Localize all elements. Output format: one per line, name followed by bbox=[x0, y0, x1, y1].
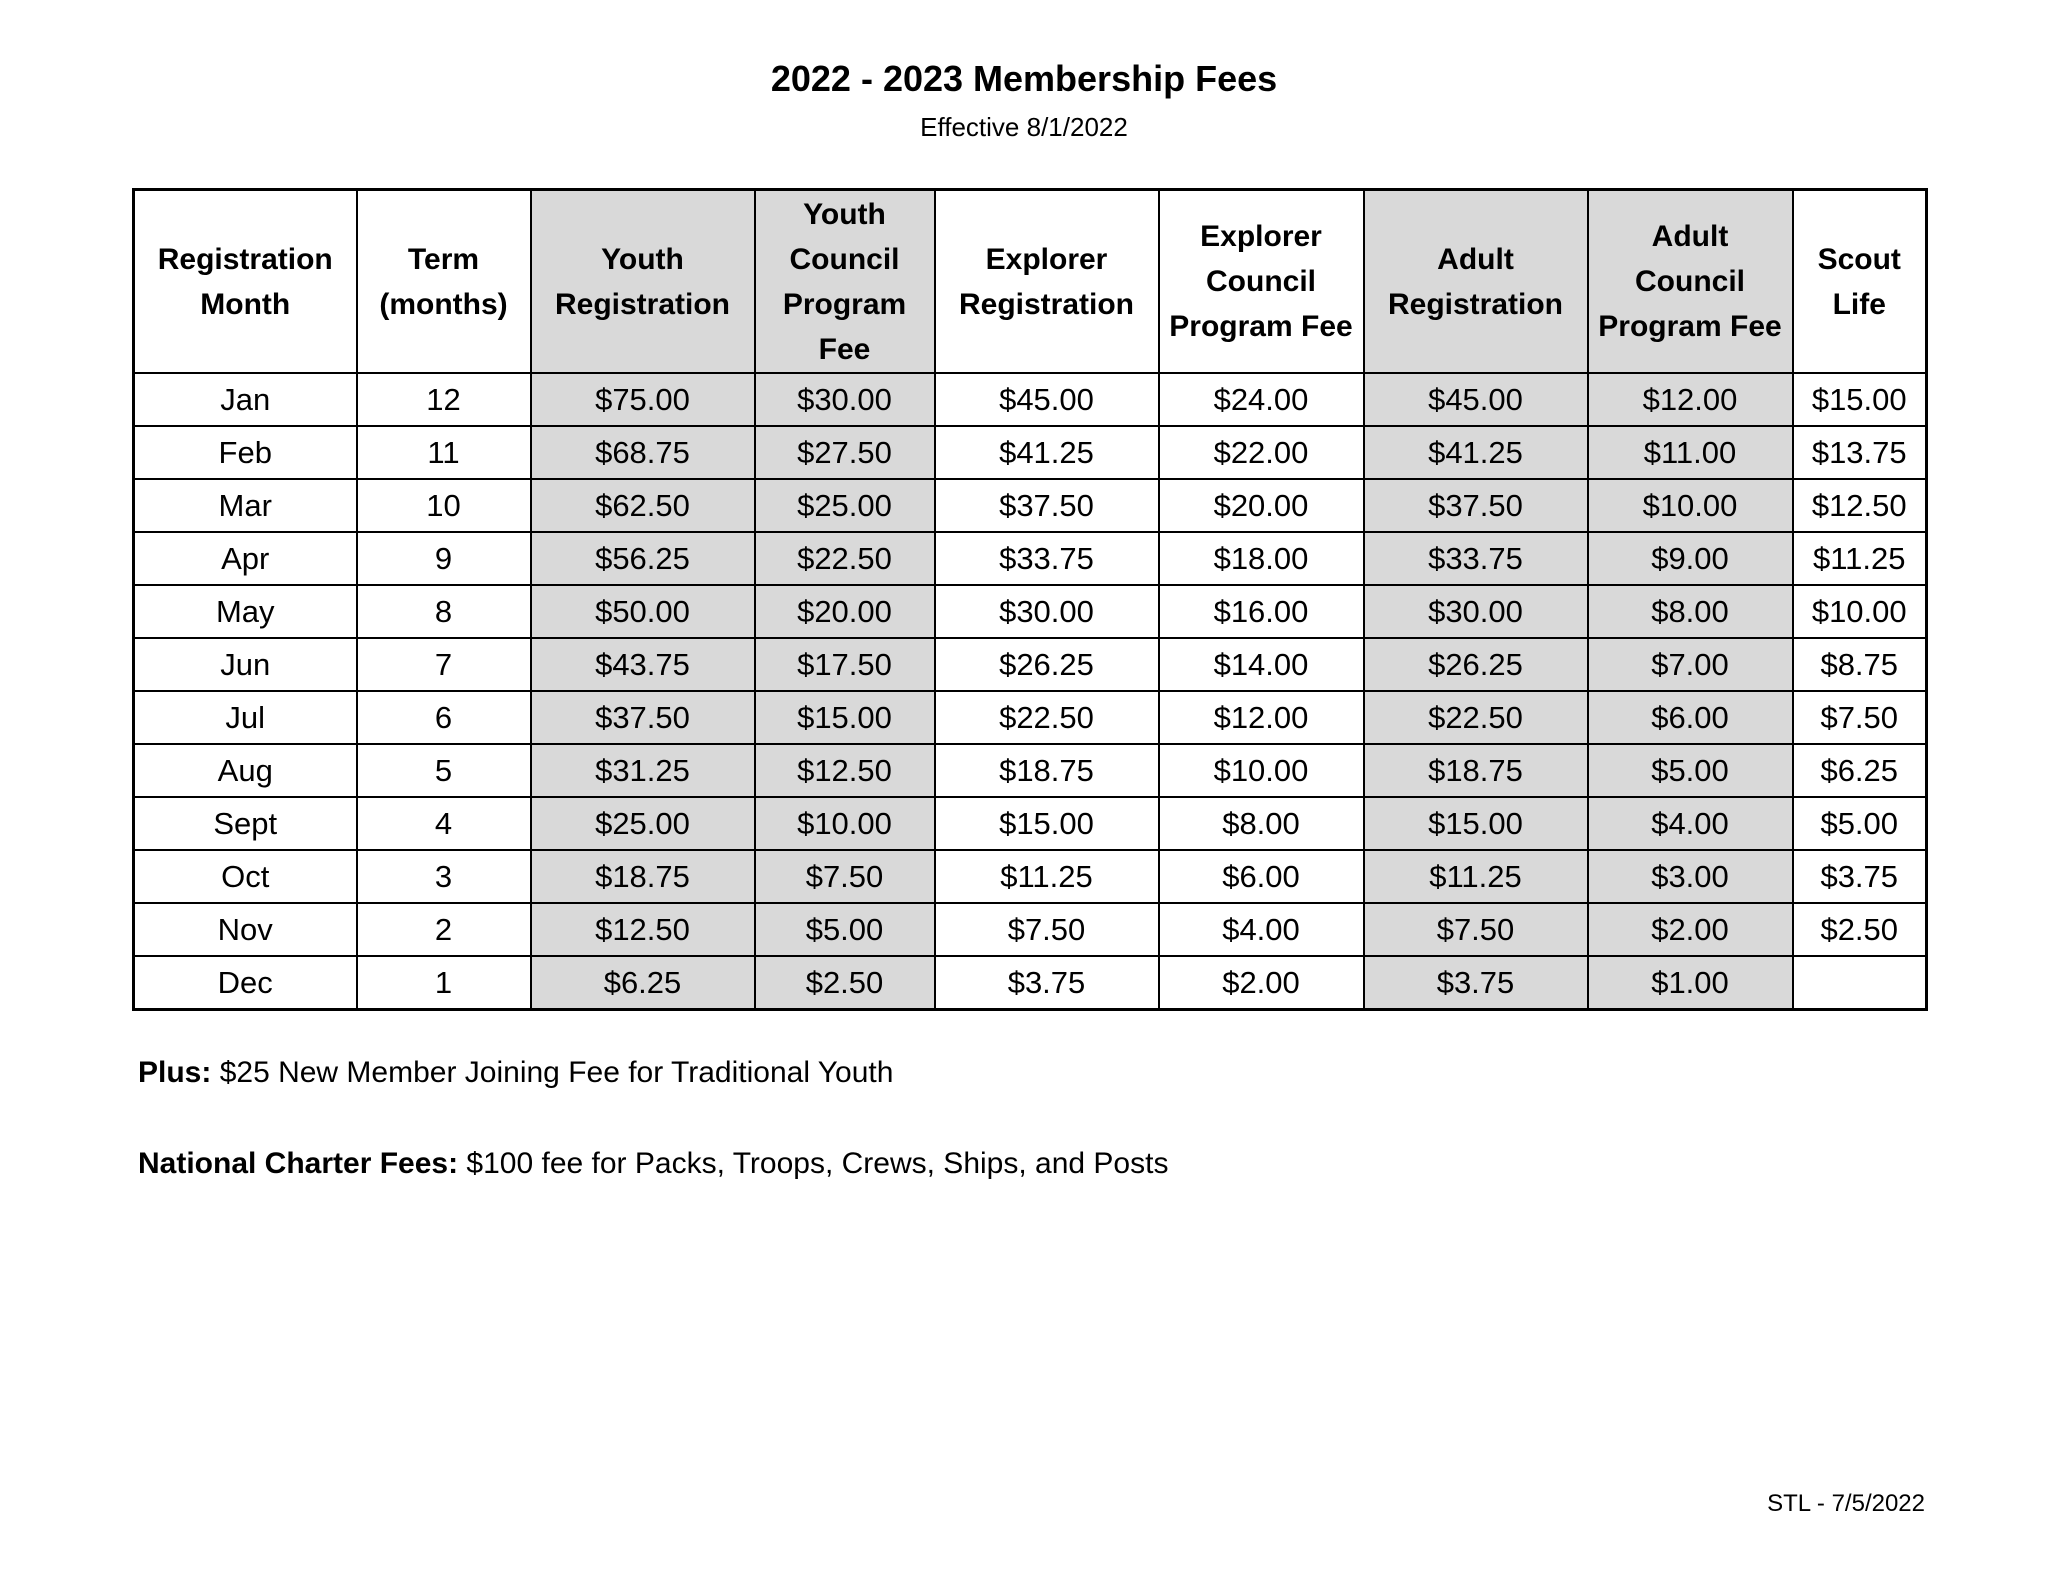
table-cell: 12 bbox=[357, 373, 531, 426]
table-row bbox=[134, 691, 1927, 744]
column-header-line: Term bbox=[407, 242, 480, 276]
column-header bbox=[1159, 190, 1364, 374]
table-cell: $4.00 bbox=[1159, 903, 1364, 956]
table-row bbox=[134, 532, 1927, 585]
table-cell: $33.75 bbox=[935, 532, 1159, 585]
table-cell: $11.25 bbox=[935, 850, 1159, 903]
table-cell: $11.25 bbox=[1364, 850, 1588, 903]
table-cell: $31.25 bbox=[531, 744, 755, 797]
table-cell: 11 bbox=[357, 426, 531, 479]
table-cell: $15.00 bbox=[755, 691, 935, 744]
table-cell: Jun bbox=[134, 638, 357, 691]
table-cell: $6.25 bbox=[1793, 744, 1927, 797]
table-cell: $37.50 bbox=[935, 479, 1159, 532]
table-row bbox=[134, 426, 1927, 479]
table-cell: $10.00 bbox=[1793, 585, 1927, 638]
table-cell: $6.25 bbox=[531, 956, 755, 1010]
table-cell: $7.50 bbox=[1364, 903, 1588, 956]
table-cell: $18.75 bbox=[1364, 744, 1588, 797]
table-cell: $10.00 bbox=[1159, 744, 1364, 797]
table-cell: 6 bbox=[357, 691, 531, 744]
column-header-line: Adult bbox=[1651, 220, 1729, 253]
table-cell: $24.00 bbox=[1159, 373, 1364, 426]
table-cell: $22.00 bbox=[1159, 426, 1364, 479]
table-cell: $33.75 bbox=[1364, 532, 1588, 585]
table-cell: $62.50 bbox=[531, 479, 755, 532]
table-cell: $5.00 bbox=[755, 903, 935, 956]
column-header-line: Life bbox=[1832, 287, 1886, 321]
table-cell: Jan bbox=[134, 373, 357, 426]
column-header-line: Explorer bbox=[985, 242, 1108, 276]
table-cell: $12.50 bbox=[1793, 479, 1927, 532]
column-header-line: Youth bbox=[803, 197, 886, 231]
table-cell: $11.25 bbox=[1793, 532, 1927, 585]
table-cell: $37.50 bbox=[531, 691, 755, 744]
table-cell: 7 bbox=[357, 638, 531, 691]
table-cell: $9.00 bbox=[1588, 532, 1793, 585]
column-header-line: Month bbox=[200, 287, 291, 321]
table-cell: $2.50 bbox=[755, 956, 935, 1010]
table-cell: $26.25 bbox=[935, 638, 1159, 691]
column-header-line: Council bbox=[789, 242, 900, 276]
table-cell: $5.00 bbox=[1588, 744, 1793, 797]
table-cell: Feb bbox=[134, 426, 357, 479]
table-cell: Aug bbox=[134, 744, 357, 797]
table-row bbox=[134, 479, 1927, 532]
table-row bbox=[134, 373, 1927, 426]
table-cell: $18.75 bbox=[531, 850, 755, 903]
table-row bbox=[134, 585, 1927, 638]
joining-fee-note bbox=[138, 1056, 893, 1090]
table-cell: $30.00 bbox=[1364, 585, 1588, 638]
table-cell: $1.00 bbox=[1588, 956, 1793, 1010]
joining-fee-text: $25 New Member Joining Fee for Traditional Youth bbox=[211, 1056, 894, 1089]
table-cell: $18.00 bbox=[1159, 532, 1364, 585]
column-header-line: Fee bbox=[818, 332, 871, 366]
table-cell: Jul bbox=[134, 691, 357, 744]
table-cell: $68.75 bbox=[531, 426, 755, 479]
table-row bbox=[134, 850, 1927, 903]
column-header bbox=[357, 190, 531, 374]
table-cell: Dec bbox=[134, 956, 357, 1010]
column-header-line: Council bbox=[1206, 265, 1316, 298]
table-cell: $20.00 bbox=[1159, 479, 1364, 532]
table-cell: $7.00 bbox=[1588, 638, 1793, 691]
table-cell: $12.50 bbox=[755, 744, 935, 797]
table-cell: $4.00 bbox=[1588, 797, 1793, 850]
table-row bbox=[134, 797, 1927, 850]
table-cell: 2 bbox=[357, 903, 531, 956]
table-cell: 5 bbox=[357, 744, 531, 797]
table-cell: 1 bbox=[357, 956, 531, 1010]
column-header bbox=[134, 190, 357, 374]
table-cell: $41.25 bbox=[1364, 426, 1588, 479]
table-cell: Oct bbox=[134, 850, 357, 903]
table-cell: $27.50 bbox=[755, 426, 935, 479]
table-cell: $25.00 bbox=[755, 479, 935, 532]
column-header bbox=[935, 190, 1159, 374]
column-header bbox=[1588, 190, 1793, 374]
table-cell: $7.50 bbox=[935, 903, 1159, 956]
table-cell: 8 bbox=[357, 585, 531, 638]
column-header-line: Program Fee bbox=[1598, 310, 1782, 343]
table-cell bbox=[1793, 956, 1927, 1010]
table-cell: $8.00 bbox=[1159, 797, 1364, 850]
column-header-line: Registration bbox=[958, 287, 1135, 321]
table-cell: $3.00 bbox=[1588, 850, 1793, 903]
charter-fee-text: $100 fee for Packs, Troops, Crews, Ships, and Posts bbox=[458, 1147, 1169, 1180]
column-header-line: Registration bbox=[554, 287, 731, 321]
column-header-line: Youth bbox=[601, 242, 684, 276]
charter-fee-note bbox=[138, 1147, 1168, 1181]
table-cell: $15.00 bbox=[935, 797, 1159, 850]
column-header bbox=[531, 190, 755, 374]
table-cell: $15.00 bbox=[1364, 797, 1588, 850]
table-header-row bbox=[134, 190, 1927, 374]
table-cell: $10.00 bbox=[1588, 479, 1793, 532]
column-header-line: Adult bbox=[1437, 242, 1514, 276]
column-header bbox=[755, 190, 935, 374]
table-cell: May bbox=[134, 585, 357, 638]
column-header-line: Program bbox=[782, 287, 907, 321]
column-header-line: Registration bbox=[157, 242, 333, 276]
table-cell: $3.75 bbox=[935, 956, 1159, 1010]
table-cell: $56.25 bbox=[531, 532, 755, 585]
table-cell: $45.00 bbox=[935, 373, 1159, 426]
table-cell: $22.50 bbox=[1364, 691, 1588, 744]
table-cell: $20.00 bbox=[755, 585, 935, 638]
footer-stamp: STL - 7/5/2022 bbox=[1767, 1490, 1925, 1517]
column-header-line: (months) bbox=[379, 287, 508, 321]
table-cell: $7.50 bbox=[1793, 691, 1927, 744]
page-title: 2022 - 2023 Membership Fees bbox=[770, 58, 1278, 99]
membership-fees-table bbox=[132, 188, 1928, 1011]
column-header-line: Program Fee bbox=[1169, 310, 1353, 343]
joining-fee-label: Plus: bbox=[138, 1056, 212, 1089]
table-cell: $22.50 bbox=[935, 691, 1159, 744]
table-cell: Nov bbox=[134, 903, 357, 956]
column-header-line: Council bbox=[1635, 265, 1745, 298]
table-cell: $16.00 bbox=[1159, 585, 1364, 638]
table-cell: $17.50 bbox=[755, 638, 935, 691]
table-cell: 4 bbox=[357, 797, 531, 850]
table-cell: 9 bbox=[357, 532, 531, 585]
table-cell: $30.00 bbox=[755, 373, 935, 426]
table-cell: $2.00 bbox=[1159, 956, 1364, 1010]
table-cell: $8.75 bbox=[1793, 638, 1927, 691]
charter-fee-label: National Charter Fees: bbox=[138, 1147, 459, 1180]
table-cell: $6.00 bbox=[1159, 850, 1364, 903]
table-cell: Apr bbox=[134, 532, 357, 585]
column-header-line: Scout bbox=[1817, 242, 1901, 276]
table-cell: $25.00 bbox=[531, 797, 755, 850]
table-cell: $45.00 bbox=[1364, 373, 1588, 426]
table-cell: $14.00 bbox=[1159, 638, 1364, 691]
column-header-line: Explorer bbox=[1200, 220, 1322, 253]
table-cell: $13.75 bbox=[1793, 426, 1927, 479]
table-cell: $12.00 bbox=[1159, 691, 1364, 744]
table-cell: Sept bbox=[134, 797, 357, 850]
table-cell: $18.75 bbox=[935, 744, 1159, 797]
table-row bbox=[134, 638, 1927, 691]
table-row bbox=[134, 956, 1927, 1010]
table-cell: 3 bbox=[357, 850, 531, 903]
table-cell: $12.50 bbox=[531, 903, 755, 956]
column-header bbox=[1793, 190, 1927, 374]
table-cell: $50.00 bbox=[531, 585, 755, 638]
table-cell: $22.50 bbox=[755, 532, 935, 585]
table-cell: $6.00 bbox=[1588, 691, 1793, 744]
table-cell: $43.75 bbox=[531, 638, 755, 691]
table-cell: $3.75 bbox=[1793, 850, 1927, 903]
table-cell: $2.00 bbox=[1588, 903, 1793, 956]
table-cell: Mar bbox=[134, 479, 357, 532]
table-cell: $37.50 bbox=[1364, 479, 1588, 532]
column-header-line: Registration bbox=[1387, 287, 1564, 321]
table-cell: $41.25 bbox=[935, 426, 1159, 479]
table-cell: $5.00 bbox=[1793, 797, 1927, 850]
table-cell: $2.50 bbox=[1793, 903, 1927, 956]
table-cell: $15.00 bbox=[1793, 373, 1927, 426]
table-cell: $11.00 bbox=[1588, 426, 1793, 479]
effective-date: Effective 8/1/2022 bbox=[920, 112, 1128, 142]
table-cell: 10 bbox=[357, 479, 531, 532]
table-cell: $8.00 bbox=[1588, 585, 1793, 638]
table-cell: $30.00 bbox=[935, 585, 1159, 638]
table-cell: $7.50 bbox=[755, 850, 935, 903]
table-cell: $3.75 bbox=[1364, 956, 1588, 1010]
table-row bbox=[134, 744, 1927, 797]
table-cell: $10.00 bbox=[755, 797, 935, 850]
table-cell: $12.00 bbox=[1588, 373, 1793, 426]
table-cell: $75.00 bbox=[531, 373, 755, 426]
table-cell: $26.25 bbox=[1364, 638, 1588, 691]
table-body bbox=[134, 373, 1927, 1010]
column-header bbox=[1364, 190, 1588, 374]
table-row bbox=[134, 903, 1927, 956]
